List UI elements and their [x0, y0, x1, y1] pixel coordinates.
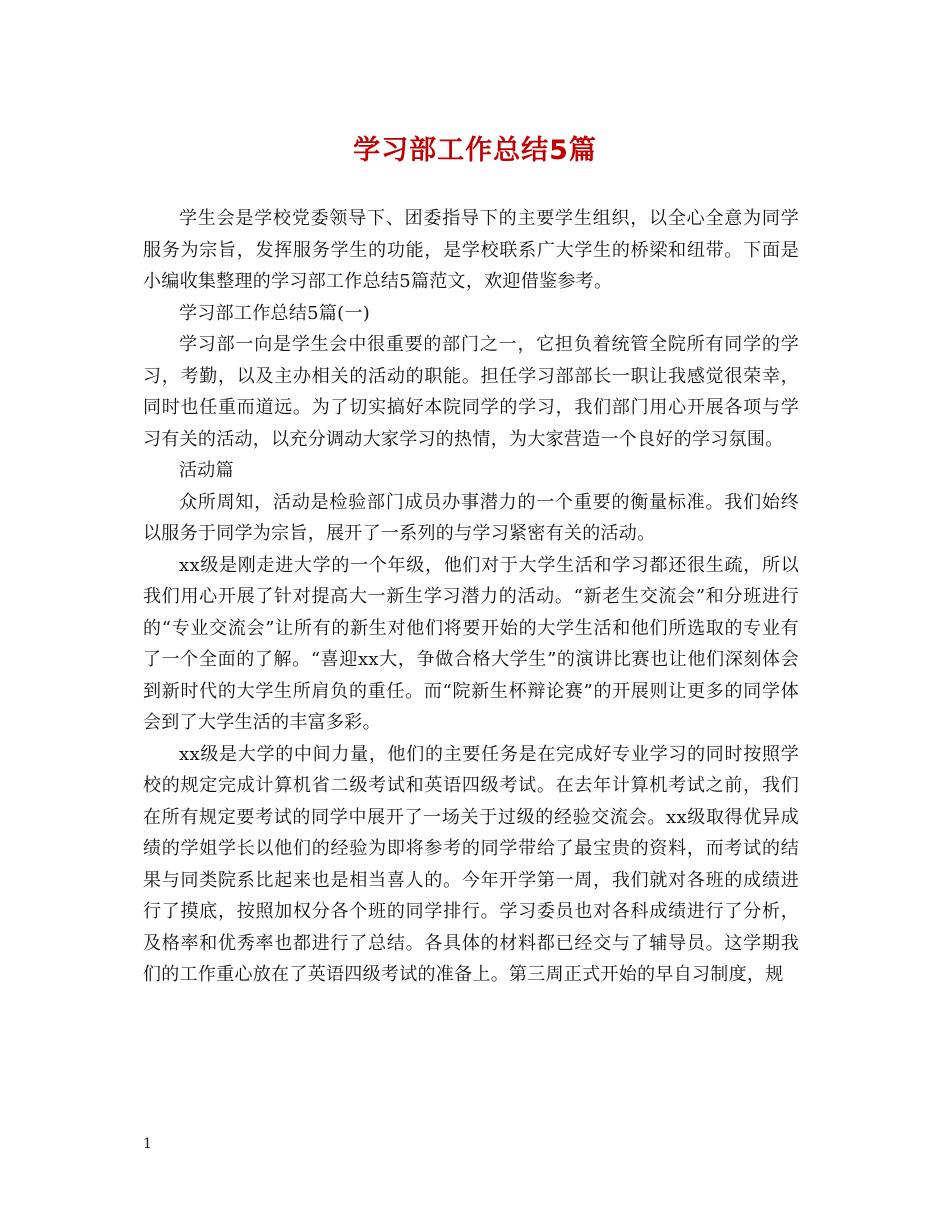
paragraph-activities-overview: 众所周知，活动是检验部门成员办事潜力的一个重要的衡量标准。我们始终以服务于同学为宗旨，展开了一系列的与学习紧密有关的活动。 — [143, 491, 799, 544]
section-heading-1: 学习部工作总结5篇(一) — [179, 302, 371, 324]
section-heading-activities: 活动篇 — [179, 460, 234, 481]
paragraph-department-role: 学习部一向是学生会中很重要的部门之一，它担负着统管全院所有同学的学习，考勤，以及主办相关的活动的职能。担任学习部部长一职让我感觉很荣幸，同时也任重而道远。为了切实搞好本院同学的学习，我们部门用心开展各项与学习有关的活动，以充分调动大家学习的热情，为大家营造一个良好的学习氛围。 — [143, 334, 799, 450]
document-title: 学习部工作总结5篇 — [353, 135, 597, 166]
paragraph-freshman-activities: xx级是刚走进大学的一个年级，他们对于大学生活和学习都还很生疏，所以我们用心开展了针对提高大一新生学习潜力的活动。“新老生交流会”和分班进行的“专业交流会”让所有的新生对他们将要开始的大学生活和他们所选取的专业有了一个全面的了解。“喜迎xx大，争做合格大学生”的演讲比赛也让他们深刻体会到新时代的大学生所肩负的重任。而“院新生杯辩论赛”的开展则让更多的同学体会到了大学生活的丰富多彩。 — [143, 554, 799, 733]
paragraph-sophomore-activities: xx级是大学的中间力量，他们的主要任务是在完成好专业学习的同时按照学校的规定完成计算机省二级考试和英语四级考试。在去年计算机考试之前，我们在所有规定要考试的同学中展开了一场关于过级的经验交流会。xx级取得优异成绩的学姐学长以他们的经验为即将参考的同学带给了最宝贵的资料，而考试的结果与同类院系比起来也是相当喜人的。今年开学第一周，我们就对各班的成绩进行了摸底，按照加权分各个班的同学排行。学习委员也对各科成绩进行了分析，及格率和优秀率也都进行了总结。各具体的材料都已经交与了辅导员。这学期我们的工作重心放在了英语四级考试的准备上。第三周正式开始的早自习制度，规 — [143, 743, 799, 985]
intro-paragraph: 学生会是学校党委领导下、团委指导下的主要学生组织，以全心全意为同学服务为宗旨，发挥服务学生的功能，是学校联系广大学生的桥梁和纽带。下面是小编收集整理的学习部工作总结5篇范文，欢迎借鉴参考。 — [143, 208, 799, 292]
document-body — [143, 203, 799, 991]
page-number: 1 — [143, 1136, 152, 1152]
